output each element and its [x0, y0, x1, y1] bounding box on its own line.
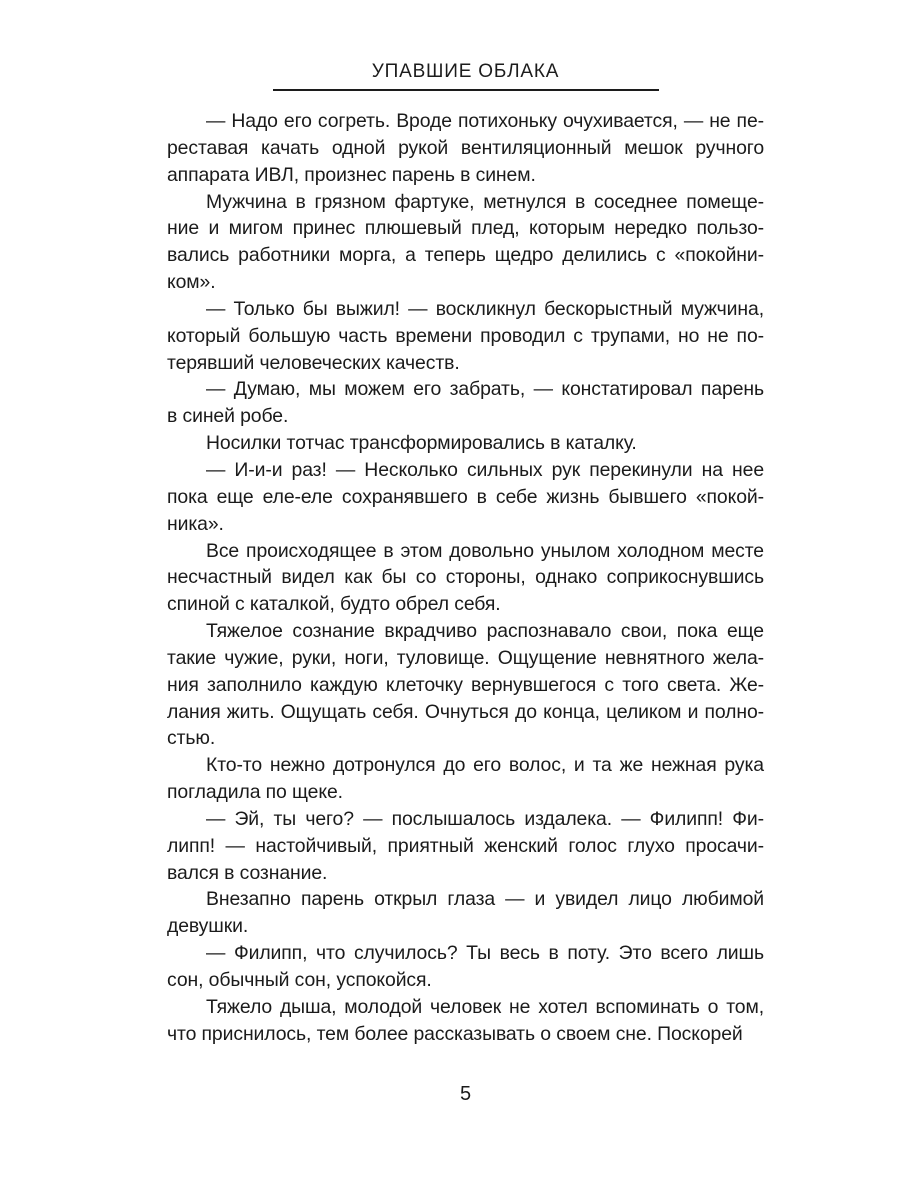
text-line: липп! — настойчивый, приятный женский голос глухо просачи- [167, 834, 764, 857]
paragraph [167, 296, 764, 377]
paragraph [167, 376, 764, 430]
paragraph [167, 108, 764, 189]
paragraph [167, 752, 764, 806]
text-line: ком». [167, 271, 216, 294]
text-line: такие чужие, руки, ноги, туловище. Ощущение невнятного жела- [167, 646, 764, 669]
text-line: ника». [167, 512, 224, 535]
running-title: УПАВШИЕ ОБЛАКА [371, 61, 560, 82]
paragraph [167, 806, 764, 887]
page-header [167, 61, 764, 91]
text-line: — Надо его согреть. Вроде потихоньку очухивается, — не пе- [206, 110, 764, 132]
text-line: Все происходящее в этом довольно унылом холодном месте [206, 539, 764, 562]
text-line: — Эй, ты чего? — послышалось издалека. — Филипп! Фи- [206, 807, 764, 830]
text-line: вался в сознание. [167, 861, 328, 884]
text-line: пока еще еле-еле сохранявшего в себе жизнь бывшего «покой- [167, 485, 764, 508]
text-line: Внезапно парень открыл глаза — и увидел лицо любимой [206, 888, 764, 911]
text-line: Тяжелое сознание вкрадчиво распознавало свои, пока еще [206, 620, 764, 643]
header-rule [273, 89, 659, 91]
text-line: терявший человеческих качеств. [167, 351, 460, 374]
page-number: 5 [459, 1083, 472, 1105]
paragraph [167, 994, 764, 1048]
text-line: девушки. [167, 915, 249, 938]
paragraph [167, 189, 764, 296]
paragraph [167, 940, 764, 994]
text-line: ния заполнило каждую клеточку вернувшегося с того света. Же- [167, 673, 764, 696]
text-line: Носилки тотчас трансформировались в каталку. [206, 432, 637, 455]
text-line: в синей робе. [167, 405, 289, 428]
paragraph [167, 430, 764, 457]
paragraph [167, 538, 764, 619]
text-line: сон, обычный сон, успокойся. [167, 969, 432, 991]
paragraph [167, 886, 764, 940]
page-text [167, 108, 764, 1048]
text-line: Тяжело дыша, молодой человек не хотел вспоминать о том, [206, 995, 764, 1018]
text-line: вались работники морга, а теперь щедро делились с «покойни- [167, 244, 764, 267]
text-line: — И-и-и раз! — Несколько сильных рук перекинули на нее [206, 458, 764, 481]
text-line: который большую часть времени проводил с трупами, но не по- [167, 324, 764, 347]
text-line: Мужчина в грязном фартуке, метнулся в соседнее помеще- [206, 190, 764, 213]
text-line: стью. [167, 727, 216, 750]
text-line: спиной с каталкой, будто обрел себя. [167, 593, 501, 616]
text-line: — Филипп, что случилось? Ты весь в поту. Это всего лишь [206, 942, 764, 965]
paragraph [167, 457, 764, 538]
text-line: — Только бы выжил! — воскликнул бескорыстный мужчина, [206, 297, 764, 320]
text-line: что приснилось, тем более рассказывать о своем сне. Поскорей [167, 1022, 743, 1045]
text-line: Кто-то нежно дотронулся до его волос, и та же нежная рука [206, 754, 764, 777]
text-line: — Думаю, мы можем его забрать, — констатировал парень [206, 378, 764, 401]
text-line: лания жить. Ощущать себя. Очнуться до конца, целиком и полно- [167, 700, 764, 723]
text-line: несчастный видел как бы со стороны, однако соприкоснувшись [167, 566, 764, 589]
text-line: ние и мигом принес плюшевый плед, которым нередко пользо- [167, 217, 764, 240]
text-line: погладила по щеке. [167, 781, 343, 804]
paragraph [167, 618, 764, 752]
text-line: аппарата ИВЛ, произнес парень в синем. [167, 163, 536, 186]
text-line: реставая качать одной рукой вентиляционный мешок ручного [167, 136, 764, 159]
